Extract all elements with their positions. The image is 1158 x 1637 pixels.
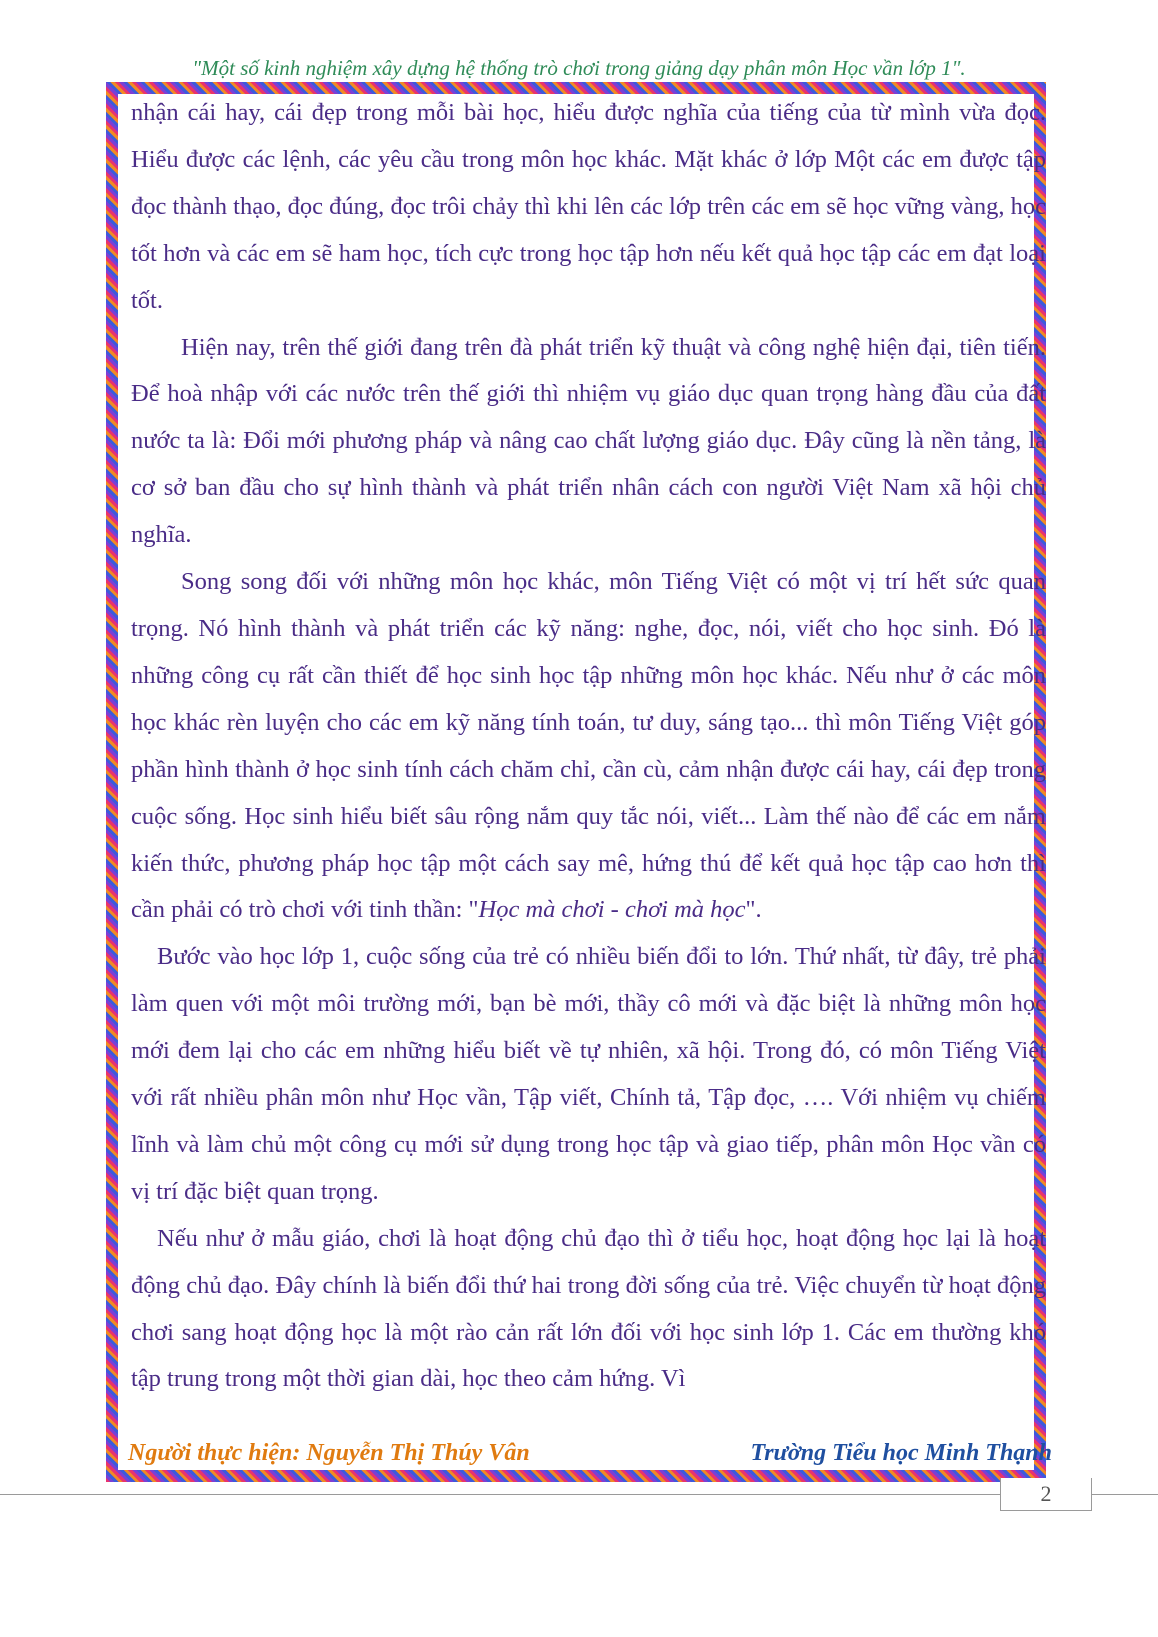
paragraph-3 — [131, 559, 1046, 934]
paragraph-3-end: ". — [745, 896, 762, 924]
footer-divider — [0, 1494, 1158, 1495]
paragraph-2: Hiện nay, trên thế giới đang trên đà phát triển kỹ thuật và công nghệ hiện đại, tiên tiến. Để hoà nhập với các nước trên thế giới thì nhiệm vụ giáo dục quan trọng hàng đầu của đất nước ta là: Đổi mới phương pháp và nâng cao chất lượng giáo dục. Đây cũng là nền tảng, là cơ sở ban đầu cho sự hình thành và phát triển nhân cách con người Việt Nam xã hội chủ nghĩa. — [131, 333, 1046, 549]
footer-author: Người thực hiện: Nguyễn Thị Thúy Vân — [128, 1440, 530, 1466]
document-body — [131, 90, 1046, 1403]
paragraph-1: nhận cái hay, cái đẹp trong mỗi bài học, hiểu được nghĩa của tiếng của từ mình vừa đọc. Hiểu được các lệnh, các yêu cầu trong môn học khác. Mặt khác ở lớp Một các em được tập đọc thành thạo, đọc đúng, đọc trôi chảy thì khi lên các lớp trên các em sẽ học vững vàng, học tốt hơn và các em sẽ ham học, tích cực trong học tập hơn nếu kết quả học tập các em đạt loại tốt. — [131, 99, 1046, 314]
page-number: 2 — [1000, 1478, 1092, 1511]
footer-school: Trường Tiểu học Minh Thạnh — [750, 1440, 1052, 1466]
paragraph-4: Bước vào học lớp 1, cuộc sống của trẻ có nhiều biến đổi to lớn. Thứ nhất, từ đây, trẻ phải làm quen với một môi trường mới, bạn bè mới, thầy cô mới và đặc biệt là những môn học mới đem lại cho các em những hiểu biết về tự nhiên, xã hội. Trong đó, có môn Tiếng Việt với rất nhiều phân môn như Học vần, Tập viết, Chính tả, Tập đọc, …. Với nhiệm vụ chiếm lĩnh và làm chủ một công cụ mới sử dụng trong học tập và giao tiếp, phân môn Học vần có vị trí đặc biệt quan trọng. — [131, 943, 1046, 1205]
paragraph-5: Nếu như ở mẫu giáo, chơi là hoạt động chủ đạo thì ở tiểu học, hoạt động học lại là hoạt động chủ đạo. Đây chính là biến đổi thứ hai trong đời sống của trẻ. Việc chuyển từ hoạt động chơi sang hoạt động học là một rào cản rất lớn đối với học sinh lớp 1. Các em thường khó tập trung trong một thời gian dài, học theo cảm hứng. Vì — [131, 1224, 1046, 1393]
paragraph-3-text: Song song đối với những môn học khác, môn Tiếng Việt có một vị trí hết sức quan trọng. Nó hình thành và phát triển các kỹ năng: nghe, đọc, nói, viết cho học sinh. Đó là những công cụ rất cần thiết để học sinh học tập những môn học khác. Nếu như ở các môn học khác rèn luyện cho các em kỹ năng tính toán, tư duy, sáng tạo... thì môn Tiếng Việt góp phần hình thành ở học sinh tính cách chăm chỉ, cần cù, cảm nhận được cái hay, cái đẹp trong cuộc sống. Học sinh hiểu biết sâu rộng nắm quy tắc nói, viết... Làm thế nào để các em nắm kiến thức, phương pháp học tập một cách say mê, hứng thú để kết quả học tập cao hơn thì cần phải có trò chơi với tinh thần: " — [131, 568, 1046, 924]
document-header-title: "Một số kinh nghiệm xây dựng hệ thống trò chơi trong giảng dạy phân môn Học vần lớp 1". — [192, 56, 966, 80]
paragraph-3-italic-quote: Học mà chơi - chơi mà học — [478, 896, 746, 924]
